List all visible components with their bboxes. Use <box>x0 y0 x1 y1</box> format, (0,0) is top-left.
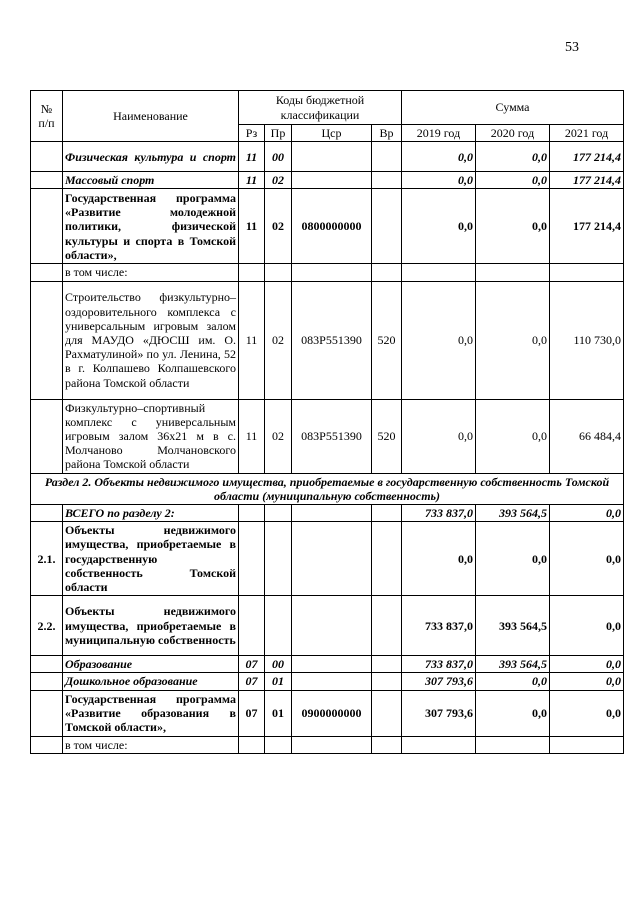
table-row <box>31 690 624 736</box>
cell-name: Дошкольное образование <box>63 673 239 690</box>
cell-pr <box>265 505 292 522</box>
header-name: Наименование <box>63 91 239 142</box>
cell-rz <box>239 264 265 281</box>
cell-csr <box>292 522 372 596</box>
cell-2021: 0,0 <box>550 673 624 690</box>
cell-name: Физкультурно–спортивный комплекс с универсальным игровым залом 36х21 м в с. Молчаново Молчановского района Томской области <box>63 399 239 473</box>
cell-num <box>31 142 63 172</box>
cell-2019: 733 837,0 <box>402 656 476 673</box>
cell-vr <box>372 736 402 753</box>
cell-2019: 0,0 <box>402 189 476 264</box>
cell-2019: 733 837,0 <box>402 505 476 522</box>
header-num: № п/п <box>31 91 63 142</box>
cell-rz <box>239 736 265 753</box>
cell-2020: 0,0 <box>476 281 550 399</box>
cell-2021: 0,0 <box>550 690 624 736</box>
cell-csr: 0900000000 <box>292 690 372 736</box>
cell-name: Строительство физкультурно–оздоровительного комплекса с универсальным игровым залом для МАУДО «ДЮСШ им. О. Рахматулиной» по ул. Ленина, 52 в г. Колпашево Колпашевского района Томской области <box>63 281 239 399</box>
cell-csr: 0800000000 <box>292 189 372 264</box>
cell-pr: 01 <box>265 673 292 690</box>
cell-pr <box>265 736 292 753</box>
table-row <box>31 172 624 189</box>
cell-2020: 0,0 <box>476 522 550 596</box>
cell-vr <box>372 522 402 596</box>
cell-2021: 177 214,4 <box>550 142 624 172</box>
header-2021: 2021 год <box>550 125 624 142</box>
cell-rz: 07 <box>239 673 265 690</box>
cell-2021: 0,0 <box>550 656 624 673</box>
cell-num <box>31 673 63 690</box>
cell-name: Объекты недвижимого имущества, приобретаемые в государственную собственность Томской области <box>63 522 239 596</box>
cell-csr <box>292 596 372 656</box>
cell-rz: 07 <box>239 690 265 736</box>
cell-2021: 0,0 <box>550 596 624 656</box>
header-csr: Цср <box>292 125 372 142</box>
cell-vr <box>372 189 402 264</box>
table-row <box>31 596 624 656</box>
cell-rz: 11 <box>239 172 265 189</box>
cell-pr: 01 <box>265 690 292 736</box>
cell-name: Массовый спорт <box>63 172 239 189</box>
cell-pr: 02 <box>265 281 292 399</box>
table-row <box>31 399 624 473</box>
budget-table <box>30 90 624 754</box>
table-row <box>31 142 624 172</box>
cell-pr <box>265 596 292 656</box>
cell-csr <box>292 264 372 281</box>
cell-num <box>31 264 63 281</box>
cell-2021 <box>550 736 624 753</box>
cell-rz: 11 <box>239 399 265 473</box>
cell-vr: 520 <box>372 399 402 473</box>
cell-vr <box>372 656 402 673</box>
header-codes: Коды бюджетной классификации <box>239 91 402 125</box>
cell-pr <box>265 522 292 596</box>
table-row <box>31 505 624 522</box>
cell-vr <box>372 505 402 522</box>
cell-2019: 0,0 <box>402 172 476 189</box>
cell-pr: 02 <box>265 172 292 189</box>
cell-num: 2.1. <box>31 522 63 596</box>
cell-csr <box>292 142 372 172</box>
cell-csr: 083P551390 <box>292 281 372 399</box>
table-row <box>31 656 624 673</box>
cell-2021: 0,0 <box>550 522 624 596</box>
cell-csr <box>292 172 372 189</box>
cell-rz <box>239 505 265 522</box>
cell-2021: 177 214,4 <box>550 189 624 264</box>
cell-2019: 307 793,6 <box>402 673 476 690</box>
cell-2020: 0,0 <box>476 142 550 172</box>
cell-name: Объекты недвижимого имущества, приобретаемые в муниципальную собственность <box>63 596 239 656</box>
header-2019: 2019 год <box>402 125 476 142</box>
cell-2019: 0,0 <box>402 399 476 473</box>
table-row <box>31 281 624 399</box>
cell-num: 2.2. <box>31 596 63 656</box>
cell-2019: 0,0 <box>402 522 476 596</box>
header-2020: 2020 год <box>476 125 550 142</box>
cell-2021: 0,0 <box>550 505 624 522</box>
cell-2019 <box>402 736 476 753</box>
cell-pr: 00 <box>265 142 292 172</box>
cell-name: Физическая культура и спорт <box>63 142 239 172</box>
cell-2021: 66 484,4 <box>550 399 624 473</box>
cell-vr <box>372 673 402 690</box>
cell-pr: 00 <box>265 656 292 673</box>
section-title: Раздел 2. Объекты недвижимого имущества, приобретаемые в государственную собственность Томской области (муниципальную собственность) <box>31 473 624 504</box>
table-row <box>31 522 624 596</box>
cell-2020: 0,0 <box>476 189 550 264</box>
cell-2020: 0,0 <box>476 172 550 189</box>
cell-2021 <box>550 264 624 281</box>
cell-rz: 11 <box>239 142 265 172</box>
cell-num <box>31 399 63 473</box>
cell-rz: 07 <box>239 656 265 673</box>
cell-name: ВСЕГО по разделу 2: <box>63 505 239 522</box>
cell-pr: 02 <box>265 189 292 264</box>
cell-num <box>31 505 63 522</box>
cell-name: Государственная программа «Развитие образования в Томской области», <box>63 690 239 736</box>
cell-csr <box>292 673 372 690</box>
cell-num <box>31 172 63 189</box>
cell-2019 <box>402 264 476 281</box>
cell-num <box>31 189 63 264</box>
cell-2020 <box>476 264 550 281</box>
cell-vr <box>372 690 402 736</box>
table-row <box>31 189 624 264</box>
table-row <box>31 673 624 690</box>
cell-csr <box>292 656 372 673</box>
cell-num <box>31 656 63 673</box>
cell-2020: 0,0 <box>476 673 550 690</box>
cell-2019: 307 793,6 <box>402 690 476 736</box>
cell-2020: 393 564,5 <box>476 656 550 673</box>
cell-2020: 0,0 <box>476 399 550 473</box>
cell-num <box>31 281 63 399</box>
cell-rz: 11 <box>239 189 265 264</box>
page-number: 53 <box>565 40 579 55</box>
cell-2021: 177 214,4 <box>550 172 624 189</box>
cell-2020: 393 564,5 <box>476 596 550 656</box>
cell-2020: 393 564,5 <box>476 505 550 522</box>
header-row-1 <box>31 91 624 125</box>
cell-2019: 0,0 <box>402 142 476 172</box>
cell-vr: 520 <box>372 281 402 399</box>
cell-name: Государственная программа «Развитие молодежной политики, физической культуры и спорта в Томской области», <box>63 189 239 264</box>
cell-2020 <box>476 736 550 753</box>
header-sum: Сумма <box>402 91 624 125</box>
cell-rz <box>239 596 265 656</box>
cell-name: в том числе: <box>63 736 239 753</box>
cell-name: в том числе: <box>63 264 239 281</box>
header-vr: Вр <box>372 125 402 142</box>
cell-rz: 11 <box>239 281 265 399</box>
cell-vr <box>372 596 402 656</box>
cell-pr: 02 <box>265 399 292 473</box>
cell-vr <box>372 264 402 281</box>
cell-rz <box>239 522 265 596</box>
cell-vr <box>372 142 402 172</box>
cell-csr: 083P551390 <box>292 399 372 473</box>
cell-2019: 733 837,0 <box>402 596 476 656</box>
header-rz: Рз <box>239 125 265 142</box>
cell-vr <box>372 172 402 189</box>
cell-pr <box>265 264 292 281</box>
cell-num <box>31 736 63 753</box>
cell-2019: 0,0 <box>402 281 476 399</box>
cell-2021: 110 730,0 <box>550 281 624 399</box>
cell-csr <box>292 736 372 753</box>
cell-num <box>31 690 63 736</box>
cell-csr <box>292 505 372 522</box>
cell-name: Образование <box>63 656 239 673</box>
table-row <box>31 264 624 281</box>
table-row <box>31 736 624 753</box>
section-row <box>31 473 624 504</box>
cell-2020: 0,0 <box>476 690 550 736</box>
header-pr: Пр <box>265 125 292 142</box>
